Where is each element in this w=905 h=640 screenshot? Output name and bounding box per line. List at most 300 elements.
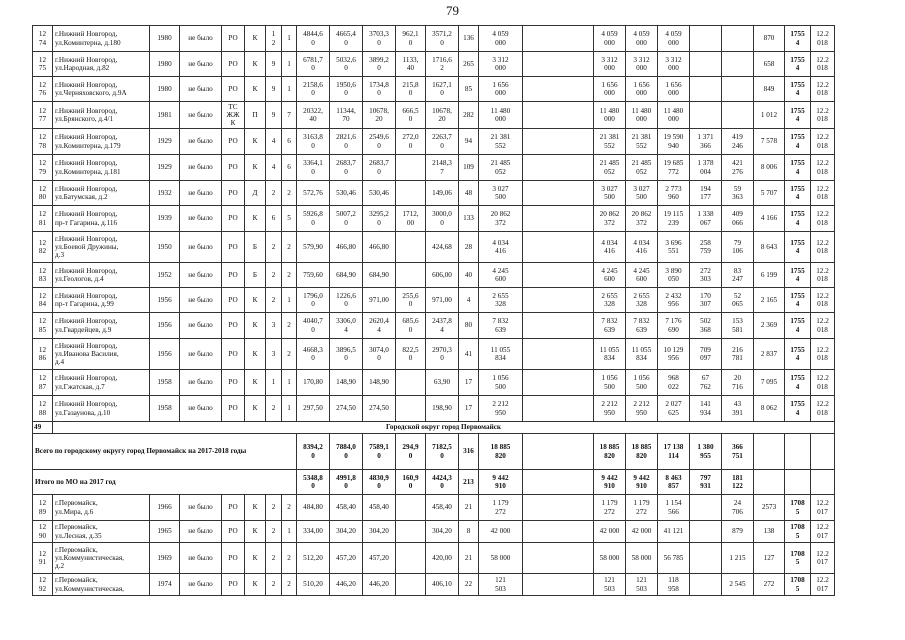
table-cell: 21 381 552 xyxy=(479,129,523,155)
table-cell xyxy=(722,77,754,102)
table-cell: РО xyxy=(222,396,245,422)
table-cell xyxy=(523,181,594,206)
table-cell: РО xyxy=(222,339,245,370)
table-cell: РО xyxy=(222,370,245,396)
table-cell: 1627,1 0 xyxy=(426,77,459,102)
section-number: 49 xyxy=(33,422,53,434)
table-cell: не было xyxy=(180,26,222,52)
table-cell: 1755 4 xyxy=(785,263,811,288)
table-cell: 1755 4 xyxy=(785,181,811,206)
table-cell: 1755 4 xyxy=(785,26,811,52)
table-row xyxy=(33,52,835,77)
table-cell: 666,5 0 xyxy=(396,102,426,129)
table-cell: К xyxy=(245,339,266,370)
table-cell: 822,5 0 xyxy=(396,339,426,370)
table-cell: 12.2 018 xyxy=(811,206,835,232)
table-cell: 19 590 940 xyxy=(658,129,690,155)
table-cell: 4 xyxy=(266,155,282,181)
table-cell: 12.2 017 xyxy=(811,495,835,521)
table-cell: 127 xyxy=(754,543,785,574)
table-cell: 12.2 018 xyxy=(811,339,835,370)
table-cell xyxy=(523,77,594,102)
table-row xyxy=(33,155,835,181)
table-cell: 2 xyxy=(266,495,282,521)
table-cell: 12 92 xyxy=(33,574,53,596)
table-cell xyxy=(523,543,594,574)
table-cell: 7 832 639 xyxy=(479,313,523,339)
address-cell: г.Нижний Новгород, ул.Иванова Василия, д.4 xyxy=(53,339,150,370)
table-cell: 21 381 552 xyxy=(626,129,658,155)
table-cell xyxy=(690,102,722,129)
table-cell: 12.2 018 xyxy=(811,102,835,129)
table-cell: 658 xyxy=(754,52,785,77)
table-cell: К xyxy=(245,288,266,313)
table-cell: РО xyxy=(222,77,245,102)
table-cell: 1 154 566 xyxy=(658,495,690,521)
table-row xyxy=(33,574,835,596)
table-cell: РО xyxy=(222,206,245,232)
summary-cell xyxy=(785,434,811,470)
table-cell xyxy=(523,232,594,263)
table-cell: 9 xyxy=(266,52,282,77)
table-cell: 12 76 xyxy=(33,77,53,102)
summary-cell xyxy=(811,434,835,470)
table-cell: 334,00 xyxy=(297,521,330,543)
table-cell: 12.2 018 xyxy=(811,370,835,396)
table-cell: 2 xyxy=(266,396,282,422)
address-cell: г.Нижний Новгород, ул.Боевой Дружины, д.3 xyxy=(53,232,150,263)
table-cell: 1 xyxy=(282,288,297,313)
table-cell: 1 215 xyxy=(722,543,754,574)
table-cell: 579,90 xyxy=(297,232,330,263)
table-cell: 1932 xyxy=(150,181,180,206)
table-cell: 4 034 416 xyxy=(479,232,523,263)
table-cell: 1929 xyxy=(150,129,180,155)
summary-cell: 4991,8 0 xyxy=(330,470,363,495)
table-cell: 1 056 500 xyxy=(594,370,626,396)
address-cell: г.Нижний Новгород, ул.Черняховского, д.9А xyxy=(53,77,150,102)
table-cell: 684,90 xyxy=(330,263,363,288)
table-cell: 1755 4 xyxy=(785,155,811,181)
table-cell xyxy=(396,495,426,521)
table-cell: 58 000 xyxy=(626,543,658,574)
table-cell: 8 643 xyxy=(754,232,785,263)
table-cell: 1 371 366 xyxy=(690,129,722,155)
table-cell: 2 xyxy=(266,574,282,596)
table-cell xyxy=(396,521,426,543)
address-cell: г.Нижний Новгород, ул.Батумская, д.2 xyxy=(53,181,150,206)
table-cell: 446,20 xyxy=(330,574,363,596)
table-cell: 466,80 xyxy=(363,232,396,263)
table-cell: 11 480 000 xyxy=(626,102,658,129)
summary-cell: 18 885 820 xyxy=(594,434,626,470)
table-cell: К xyxy=(245,129,266,155)
table-cell: 2 xyxy=(282,543,297,574)
table-cell: 1755 4 xyxy=(785,313,811,339)
summary-cell: 7182,5 0 xyxy=(426,434,459,470)
page-number: 79 xyxy=(446,3,459,18)
table-cell: 118 958 xyxy=(658,574,690,596)
table-cell: 297,50 xyxy=(297,396,330,422)
table-cell: 2 xyxy=(266,543,282,574)
summary-cell: 18 885 820 xyxy=(479,434,523,470)
table-cell: Д xyxy=(245,181,266,206)
table-row xyxy=(33,543,835,574)
table-cell: 85 xyxy=(459,77,479,102)
table-cell: 1755 4 xyxy=(785,232,811,263)
table-cell: 12 74 xyxy=(33,26,53,52)
table-cell: 41 121 xyxy=(658,521,690,543)
table-cell: 7 832 639 xyxy=(594,313,626,339)
table-cell: 1969 xyxy=(150,543,180,574)
table-cell: 58 000 xyxy=(594,543,626,574)
table-cell: 20 862 372 xyxy=(626,206,658,232)
table-cell: 12.2 017 xyxy=(811,543,835,574)
summary-cell: 4830,9 0 xyxy=(363,470,396,495)
table-cell: не было xyxy=(180,574,222,596)
table-cell: К xyxy=(245,574,266,596)
table-cell: 3571,2 0 xyxy=(426,26,459,52)
table-cell: 42 000 xyxy=(479,521,523,543)
table-cell: 1708 5 xyxy=(785,543,811,574)
table-cell: не было xyxy=(180,313,222,339)
table-cell: 9 xyxy=(266,102,282,129)
table-cell: 148,90 xyxy=(330,370,363,396)
table-cell: 3 312 000 xyxy=(479,52,523,77)
summary-cell: 294,9 0 xyxy=(396,434,426,470)
table-cell: 216 781 xyxy=(722,339,754,370)
table-cell: 1755 4 xyxy=(785,77,811,102)
table-cell: 274,50 xyxy=(363,396,396,422)
table-cell: 1133, 40 xyxy=(396,52,426,77)
table-cell: 1 179 272 xyxy=(479,495,523,521)
table-cell: 2683,7 0 xyxy=(330,155,363,181)
table-row xyxy=(33,370,835,396)
table-cell xyxy=(523,102,594,129)
summary-cell: 366 751 xyxy=(722,434,754,470)
table-cell: 2 212 950 xyxy=(626,396,658,422)
table-cell: 1952 xyxy=(150,263,180,288)
table-cell: 2 773 960 xyxy=(658,181,690,206)
table-cell: 1755 4 xyxy=(785,339,811,370)
table-cell: 3 027 500 xyxy=(594,181,626,206)
address-cell: г.Нижний Новгород, ул.Коминтерна, д.180 xyxy=(53,26,150,52)
table-cell: 4 034 416 xyxy=(594,232,626,263)
table-cell: 12 88 xyxy=(33,396,53,422)
table-cell: К xyxy=(245,26,266,52)
table-cell: РО xyxy=(222,129,245,155)
table-cell: 1 xyxy=(282,52,297,77)
table-cell: 12 77 xyxy=(33,102,53,129)
table-cell: 1755 4 xyxy=(785,102,811,129)
table-cell xyxy=(523,155,594,181)
summary-cell xyxy=(785,470,811,495)
table-cell xyxy=(396,232,426,263)
table-cell: 4665,4 0 xyxy=(330,26,363,52)
table-cell: К xyxy=(245,370,266,396)
table-cell xyxy=(722,52,754,77)
table-cell: 12 80 xyxy=(33,181,53,206)
address-cell: г.Нижний Новгород, пр-т Гагарина, д.99 xyxy=(53,288,150,313)
summary-label: Всего по городскому округу город Первомайск на 2017-2018 годы xyxy=(33,434,297,470)
table-cell: Б xyxy=(245,263,266,288)
table-cell: 1 056 500 xyxy=(479,370,523,396)
table-cell xyxy=(690,521,722,543)
table-cell: 21 485 052 xyxy=(594,155,626,181)
table-cell: 1 656 000 xyxy=(479,77,523,102)
table-cell: 2821,6 0 xyxy=(330,129,363,155)
table-cell: 1 xyxy=(282,26,297,52)
table-cell: 684,90 xyxy=(363,263,396,288)
table-cell: 1 xyxy=(266,370,282,396)
table-cell: 12 91 xyxy=(33,543,53,574)
table-row xyxy=(33,77,835,102)
apartment-buildings-table xyxy=(32,25,835,596)
table-cell: не было xyxy=(180,206,222,232)
table-cell: 63,90 xyxy=(426,370,459,396)
table-cell: 12 90 xyxy=(33,521,53,543)
table-cell: 21 381 552 xyxy=(594,129,626,155)
table-cell: 12.2 017 xyxy=(811,521,835,543)
table-cell: 12.2 018 xyxy=(811,155,835,181)
table-row xyxy=(33,129,835,155)
table-cell: 457,20 xyxy=(363,543,396,574)
table-cell xyxy=(690,52,722,77)
table-cell: 7 095 xyxy=(754,370,785,396)
table-cell: 4 059 000 xyxy=(658,26,690,52)
table-cell: 2 212 950 xyxy=(479,396,523,422)
table-cell: 6 xyxy=(266,206,282,232)
table-cell: 7 832 639 xyxy=(626,313,658,339)
table-cell: 1980 xyxy=(150,52,180,77)
table-cell: 510,20 xyxy=(297,574,330,596)
table-cell: 28 xyxy=(459,232,479,263)
table-cell: РО xyxy=(222,521,245,543)
table-cell: 121 503 xyxy=(594,574,626,596)
table-cell: 849 xyxy=(754,77,785,102)
table-cell: 48 xyxy=(459,181,479,206)
table-cell: 4 059 000 xyxy=(594,26,626,52)
table-cell: К xyxy=(245,206,266,232)
address-cell: г.Нижний Новгород, пр-т Гагарина, д.116 xyxy=(53,206,150,232)
table-cell xyxy=(523,495,594,521)
table-cell xyxy=(396,574,426,596)
summary-cell: 797 931 xyxy=(690,470,722,495)
table-row xyxy=(33,232,835,263)
table-cell: 80 xyxy=(459,313,479,339)
table-cell: 136 xyxy=(459,26,479,52)
table-cell: 2 655 328 xyxy=(626,288,658,313)
table-cell: 2620,4 4 xyxy=(363,313,396,339)
table-cell: 446,20 xyxy=(363,574,396,596)
table-cell xyxy=(690,574,722,596)
table-cell: 42 000 xyxy=(626,521,658,543)
table-cell xyxy=(523,263,594,288)
summary-cell: 9 442 910 xyxy=(479,470,523,495)
table-cell: 1 656 000 xyxy=(626,77,658,102)
table-cell: не было xyxy=(180,263,222,288)
table-cell xyxy=(396,396,426,422)
table-cell: РО xyxy=(222,574,245,596)
table-row xyxy=(33,396,835,422)
address-cell: г.Первомайск, ул.Коммунистическая, xyxy=(53,574,150,596)
table-cell: 1712, 00 xyxy=(396,206,426,232)
table-cell: 7 176 690 xyxy=(658,313,690,339)
table-cell xyxy=(396,155,426,181)
table-cell: 272 303 xyxy=(690,263,722,288)
table-cell: 2158,6 0 xyxy=(297,77,330,102)
address-cell: г.Нижний Новгород, ул.Брянского, д.4/1 xyxy=(53,102,150,129)
table-row xyxy=(33,102,835,129)
table-cell: 2970,3 0 xyxy=(426,339,459,370)
table-cell: 1950,6 0 xyxy=(330,77,363,102)
table-cell: 709 097 xyxy=(690,339,722,370)
table-cell: 3703,3 0 xyxy=(363,26,396,52)
table-cell: 1 056 500 xyxy=(626,370,658,396)
table-cell: 1734,8 0 xyxy=(363,77,396,102)
table-cell: 4 034 416 xyxy=(626,232,658,263)
table-cell xyxy=(690,26,722,52)
summary-row xyxy=(33,470,835,495)
table-cell: 19 115 239 xyxy=(658,206,690,232)
table-cell: 1958 xyxy=(150,370,180,396)
table-cell: 2549,6 0 xyxy=(363,129,396,155)
table-cell: 6 xyxy=(282,155,297,181)
table-cell: 24 706 xyxy=(722,495,754,521)
table-cell: 685,6 0 xyxy=(396,313,426,339)
table-cell: 7 578 xyxy=(754,129,785,155)
table-cell: 3 312 000 xyxy=(594,52,626,77)
table-cell: РО xyxy=(222,181,245,206)
table-cell: 11 055 834 xyxy=(479,339,523,370)
table-cell: не было xyxy=(180,288,222,313)
table-cell: 420,00 xyxy=(426,543,459,574)
table-cell: 215,8 0 xyxy=(396,77,426,102)
table-cell xyxy=(523,313,594,339)
table-cell: РО xyxy=(222,495,245,521)
table-row xyxy=(33,26,835,52)
table-cell xyxy=(523,52,594,77)
table-cell: 2 xyxy=(282,181,297,206)
table-cell: 2 xyxy=(266,288,282,313)
table-cell: 11 480 000 xyxy=(594,102,626,129)
table-cell: 2148,3 7 xyxy=(426,155,459,181)
table-cell: 67 762 xyxy=(690,370,722,396)
table-cell: 1716,6 2 xyxy=(426,52,459,77)
table-cell: 2 837 xyxy=(754,339,785,370)
table-cell: 12.2 018 xyxy=(811,129,835,155)
table-cell: 12 75 xyxy=(33,52,53,77)
table-cell: 424,68 xyxy=(426,232,459,263)
table-cell: 530,46 xyxy=(363,181,396,206)
table-cell: 1956 xyxy=(150,313,180,339)
table-cell: 94 xyxy=(459,129,479,155)
table-cell: 968 022 xyxy=(658,370,690,396)
table-cell: 502 368 xyxy=(690,313,722,339)
table-cell: 5926,8 0 xyxy=(297,206,330,232)
table-cell: 12 82 xyxy=(33,232,53,263)
table-cell: 2 xyxy=(282,495,297,521)
table-cell: 121 503 xyxy=(479,574,523,596)
table-cell: 41 xyxy=(459,339,479,370)
table-cell: 457,20 xyxy=(330,543,363,574)
table-cell: 4 059 000 xyxy=(626,26,658,52)
table-cell: 4 245 600 xyxy=(626,263,658,288)
section-row xyxy=(33,422,835,434)
table-cell: РО xyxy=(222,155,245,181)
table-cell: 282 xyxy=(459,102,479,129)
table-cell: 11 480 000 xyxy=(479,102,523,129)
table-cell: 17 xyxy=(459,396,479,422)
table-row xyxy=(33,313,835,339)
table-cell: 2 655 328 xyxy=(479,288,523,313)
table-cell: 198,90 xyxy=(426,396,459,422)
table-cell: 2 xyxy=(266,521,282,543)
table-cell: 121 503 xyxy=(626,574,658,596)
table-cell: 3 696 551 xyxy=(658,232,690,263)
table-cell: 141 934 xyxy=(690,396,722,422)
table-cell: 3163,8 0 xyxy=(297,129,330,155)
table-cell: 274,50 xyxy=(330,396,363,422)
table-cell: 419 246 xyxy=(722,129,754,155)
table-cell: 879 xyxy=(722,521,754,543)
table-cell: П xyxy=(245,102,266,129)
table-cell: 2 655 328 xyxy=(594,288,626,313)
table-cell xyxy=(523,206,594,232)
table-cell: 170 307 xyxy=(690,288,722,313)
table-cell: 11 055 834 xyxy=(594,339,626,370)
address-cell: г.Нижний Новгород, ул.Геологов, д.4 xyxy=(53,263,150,288)
table-cell: 572,76 xyxy=(297,181,330,206)
table-cell: 272,0 0 xyxy=(396,129,426,155)
address-cell: г.Первомайск, ул.Лесная, д.35 xyxy=(53,521,150,543)
table-row xyxy=(33,495,835,521)
table-cell: 2 xyxy=(282,232,297,263)
table-cell: 1 378 004 xyxy=(690,155,722,181)
summary-cell: 5348,8 0 xyxy=(297,470,330,495)
table-cell: 17 xyxy=(459,370,479,396)
table-cell: 12 84 xyxy=(33,288,53,313)
table-cell: 12.2 018 xyxy=(811,77,835,102)
table-cell: 1755 4 xyxy=(785,288,811,313)
table-cell: 2 xyxy=(266,263,282,288)
table-cell xyxy=(523,370,594,396)
address-cell: г.Первомайск, ул.Коммунистическая, д.2 xyxy=(53,543,150,574)
table-cell: РО xyxy=(222,263,245,288)
table-cell: 1755 4 xyxy=(785,129,811,155)
table-cell: 12.2 018 xyxy=(811,181,835,206)
table-cell: 304,20 xyxy=(363,521,396,543)
table-cell: 21 485 052 xyxy=(479,155,523,181)
table-cell xyxy=(523,574,594,596)
table-cell: 971,00 xyxy=(426,288,459,313)
table-cell: 1755 4 xyxy=(785,52,811,77)
table-cell: не было xyxy=(180,370,222,396)
table-cell: 2437,8 4 xyxy=(426,313,459,339)
summary-cell: 8394,2 0 xyxy=(297,434,330,470)
table-cell: РО xyxy=(222,543,245,574)
table-cell: 1956 xyxy=(150,288,180,313)
table-cell: К xyxy=(245,495,266,521)
table-cell: 79 106 xyxy=(722,232,754,263)
table-cell: 4040,7 0 xyxy=(297,313,330,339)
table-cell: 3896,5 0 xyxy=(330,339,363,370)
summary-cell: 9 442 910 xyxy=(626,470,658,495)
table-row xyxy=(33,263,835,288)
table-cell: 1 xyxy=(282,521,297,543)
table-cell: 56 785 xyxy=(658,543,690,574)
table-cell: 2683,7 0 xyxy=(363,155,396,181)
